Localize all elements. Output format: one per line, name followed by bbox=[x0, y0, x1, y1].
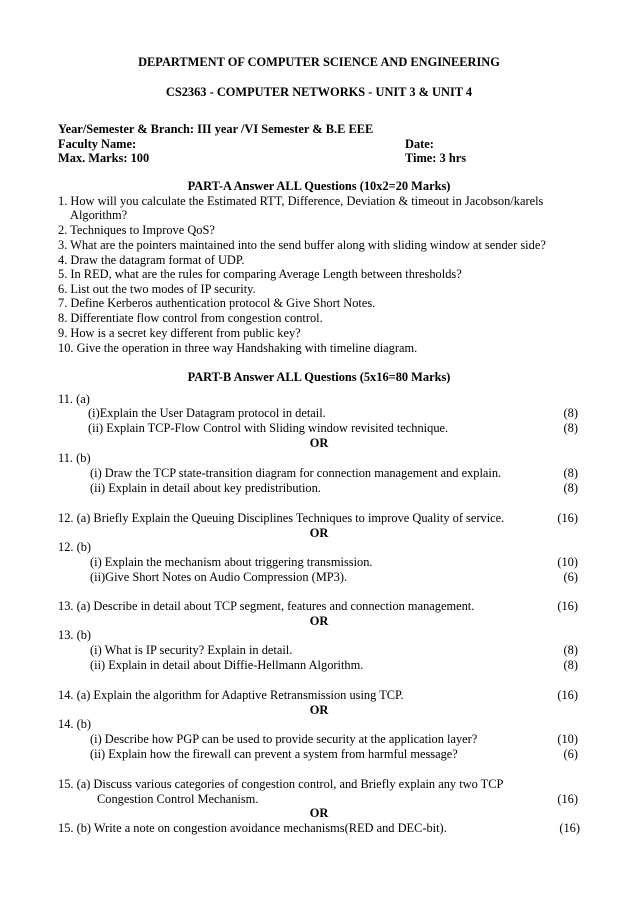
question-text: Congestion Control Mechanism. bbox=[97, 792, 259, 806]
question-text: (i) Describe how PGP can be used to provide security at the application layer? bbox=[90, 732, 478, 746]
part-a-question: 6. List out the two modes of IP security. bbox=[58, 282, 256, 296]
marks: (8) bbox=[563, 481, 578, 495]
part-a-question: 1. How will you calculate the Estimated RTT, Difference, Deviation & timeout in Jacobson/karels bbox=[58, 194, 544, 208]
question-text: (i) What is IP security? Explain in detail. bbox=[90, 643, 293, 657]
question-text: 15. (a) Discuss various categories of congestion control, and Briefly explain any two TCP bbox=[58, 777, 504, 791]
marks: (6) bbox=[563, 747, 578, 761]
or-separator: OR bbox=[309, 703, 329, 717]
marks: (16) bbox=[557, 511, 578, 525]
part-a-question: 4. Draw the datagram format of UDP. bbox=[58, 253, 245, 267]
marks: (16) bbox=[557, 599, 578, 613]
marks: (8) bbox=[563, 658, 578, 672]
part-a-question: 10. Give the operation in three way Handshaking with timeline diagram. bbox=[58, 341, 418, 355]
part-b-heading: PART-B Answer ALL Questions (5x16=80 Marks) bbox=[187, 370, 451, 384]
or-separator: OR bbox=[309, 614, 329, 628]
question-text: 15. (b) Write a note on congestion avoidance mechanisms(RED and DEC-bit). bbox=[58, 821, 447, 835]
question-text: (ii) Explain how the firewall can prevent a system from harmful message? bbox=[90, 747, 458, 761]
marks: (8) bbox=[563, 643, 578, 657]
or-separator: OR bbox=[309, 526, 329, 540]
part-a-question: 5. In RED, what are the rules for comparing Average Length between thresholds? bbox=[58, 267, 462, 281]
marks: (16) bbox=[559, 821, 580, 835]
question-text: (ii) Explain in detail about Diffie-Hellmann Algorithm. bbox=[90, 658, 364, 672]
part-a-question: Algorithm? bbox=[70, 208, 128, 222]
part-a-heading: PART-A Answer ALL Questions (10x2=20 Marks) bbox=[187, 179, 451, 193]
question-text: (i) Explain the mechanism about triggering transmission. bbox=[90, 555, 373, 569]
part-a-question: 9. How is a secret key different from public key? bbox=[58, 326, 301, 340]
part-a-question: 8. Differentiate flow control from congestion control. bbox=[58, 311, 323, 325]
question-number: 11. (b) bbox=[58, 451, 91, 465]
year-branch: Year/Semester & Branch: III year /VI Semester & B.E EEE bbox=[58, 122, 374, 136]
question-text: 12. (a) Briefly Explain the Queuing Disciplines Techniques to improve Quality of service. bbox=[58, 511, 505, 525]
question-text: (ii)Give Short Notes on Audio Compression (MP3). bbox=[90, 570, 348, 584]
part-a-question: 2. Techniques to Improve QoS? bbox=[58, 223, 215, 237]
question-text: (ii) Explain TCP-Flow Control with Sliding window revisited technique. bbox=[88, 421, 449, 435]
max-marks: Max. Marks: 100 bbox=[58, 151, 150, 165]
marks: (8) bbox=[563, 466, 578, 480]
question-number: 12. (b) bbox=[58, 540, 92, 554]
marks: (16) bbox=[557, 688, 578, 702]
question-number: 13. (b) bbox=[58, 628, 92, 642]
part-a-question: 7. Define Kerberos authentication protocol & Give Short Notes. bbox=[58, 296, 376, 310]
or-separator: OR bbox=[309, 436, 329, 450]
question-text: 13. (a) Describe in detail about TCP segment, features and connection management. bbox=[58, 599, 475, 613]
marks: (6) bbox=[563, 570, 578, 584]
question-number: 14. (b) bbox=[58, 717, 92, 731]
time-label: Time: 3 hrs bbox=[405, 151, 467, 165]
marks: (8) bbox=[563, 406, 578, 420]
faculty-name: Faculty Name: bbox=[58, 137, 137, 151]
marks: (8) bbox=[563, 421, 578, 435]
department-heading: DEPARTMENT OF COMPUTER SCIENCE AND ENGINEERING bbox=[138, 55, 500, 69]
question-text: (i)Explain the User Datagram protocol in detail. bbox=[88, 406, 326, 420]
question-text: (ii) Explain in detail about key predistribution. bbox=[90, 481, 321, 495]
question-text: 14. (a) Explain the algorithm for Adaptive Retransmission using TCP. bbox=[58, 688, 404, 702]
course-title: CS2363 - COMPUTER NETWORKS - UNIT 3 & UNIT 4 bbox=[165, 85, 473, 99]
marks: (16) bbox=[557, 792, 578, 806]
part-a-question: 3. What are the pointers maintained into the send buffer along with sliding window at sender side? bbox=[58, 238, 546, 252]
marks: (10) bbox=[557, 555, 578, 569]
question-text: (i) Draw the TCP state-transition diagram for connection management and explain. bbox=[90, 466, 502, 480]
question-number: 11. (a) bbox=[58, 392, 90, 406]
or-separator: OR bbox=[309, 806, 329, 820]
marks: (10) bbox=[557, 732, 578, 746]
date-label: Date: bbox=[405, 137, 434, 151]
